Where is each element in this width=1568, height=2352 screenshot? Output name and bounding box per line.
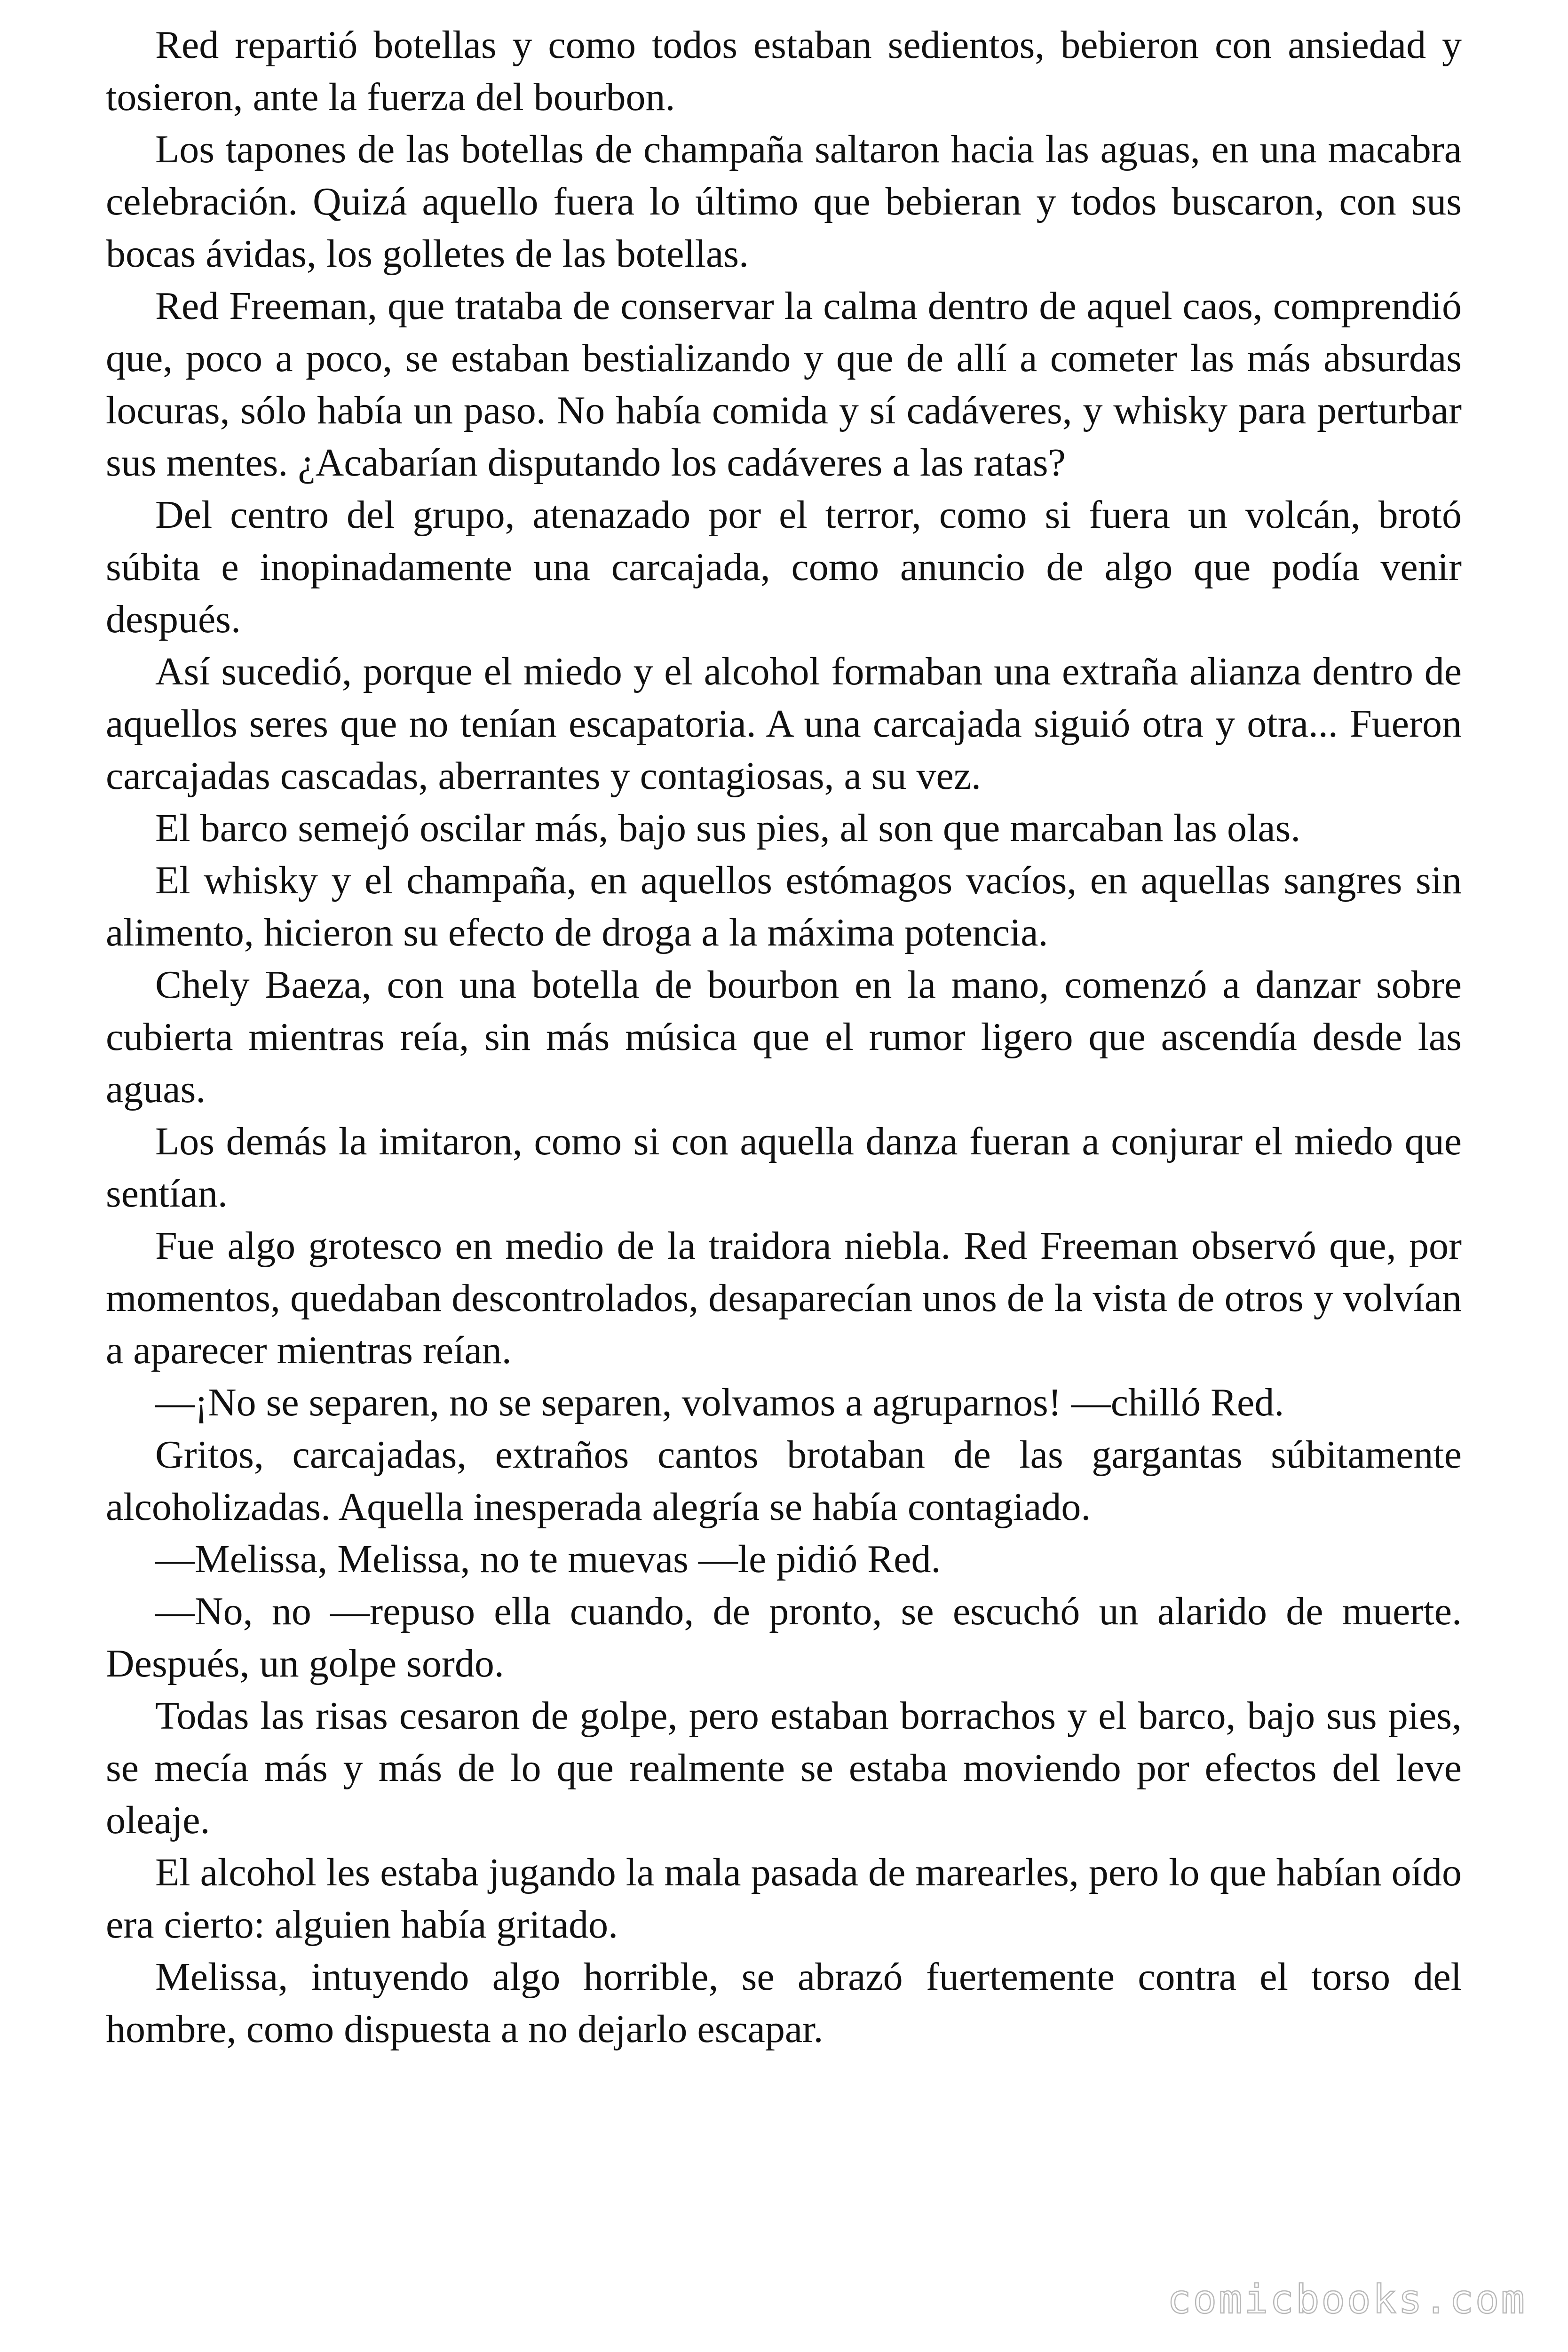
- paragraph: Fue algo grotesco en medio de la traidora niebla. Red Freeman observó que, por momentos, quedaban descontrolados, desaparecían unos de la vista de otros y volvían a aparecer mientras reían.: [106, 1224, 1462, 1372]
- paragraph: Los demás la imitaron, como si con aquella danza fueran a conjurar el miedo que sentían.: [106, 1120, 1462, 1216]
- paragraph: Red repartió botellas y como todos estaban sedientos, bebieron con ansiedad y tosieron, ante la fuerza del bourbon.: [106, 23, 1462, 119]
- paragraph: —Melissa, Melissa, no te muevas —le pidió Red.: [155, 1537, 941, 1581]
- paragraph: Así sucedió, porque el miedo y el alcohol formaban una extraña alianza dentro de aquellos seres que no tenían escapatoria. A una carcajada siguió otra y otra... Fueron carcajadas cascadas, aberrantes y contagiosas, a su vez.: [106, 650, 1462, 798]
- page-body: [106, 19, 1462, 2055]
- paragraph: Red Freeman, que trataba de conservar la calma dentro de aquel caos, comprendió que, poco a poco, se estaban bestializando y que de allí a cometer las más absurdas locuras, sólo había un paso. No había comida y sí cadáveres, y whisky para perturbar sus mentes. ¿Acabarían disputando los cadáveres a las ratas?: [106, 284, 1462, 485]
- paragraph: Melissa, intuyendo algo horrible, se abrazó fuertemente contra el torso del hombre, como dispuesta a no dejarlo escapar.: [106, 1955, 1462, 2051]
- paragraph: Todas las risas cesaron de golpe, pero estaban borrachos y el barco, bajo sus pies, se mecía más y más de lo que realmente se estaba moviendo por efectos del leve oleaje.: [106, 1694, 1462, 1842]
- paragraph: El alcohol les estaba jugando la mala pasada de marearles, pero lo que habían oído era cierto: alguien había gritado.: [106, 1851, 1462, 1947]
- paragraph: Del centro del grupo, atenazado por el terror, como si fuera un volcán, brotó súbita e inopinadamente una carcajada, como anuncio de algo que podía venir después.: [106, 493, 1462, 641]
- paragraph: El whisky y el champaña, en aquellos estómagos vacíos, en aquellas sangres sin alimento, hicieron su efecto de droga a la máxima potencia.: [106, 858, 1462, 954]
- paragraph: —¡No se separen, no se separen, volvamos a agruparnos! —chilló Red.: [155, 1381, 1284, 1424]
- paragraph: Gritos, carcajadas, extraños cantos brotaban de las gargantas súbitamente alcoholizadas. Aquella inesperada alegría se había contagiado.: [106, 1433, 1462, 1529]
- paragraph: —No, no —repuso ella cuando, de pronto, se escuchó un alarido de muerte. Después, un golpe sordo.: [106, 1589, 1462, 1685]
- watermark: comicbooks.com: [1167, 2276, 1527, 2322]
- paragraph: Los tapones de las botellas de champaña saltaron hacia las aguas, en una macabra celebración. Quizá aquello fuera lo último que bebieran y todos buscaron, con sus bocas ávidas, los golletes de las botellas.: [106, 127, 1462, 276]
- paragraph: Chely Baeza, con una botella de bourbon en la mano, comenzó a danzar sobre cubierta mientras reía, sin más música que el rumor ligero que ascendía desde las aguas.: [106, 963, 1462, 1111]
- paragraph: El barco semejó oscilar más, bajo sus pies, al son que marcaban las olas.: [155, 806, 1301, 850]
